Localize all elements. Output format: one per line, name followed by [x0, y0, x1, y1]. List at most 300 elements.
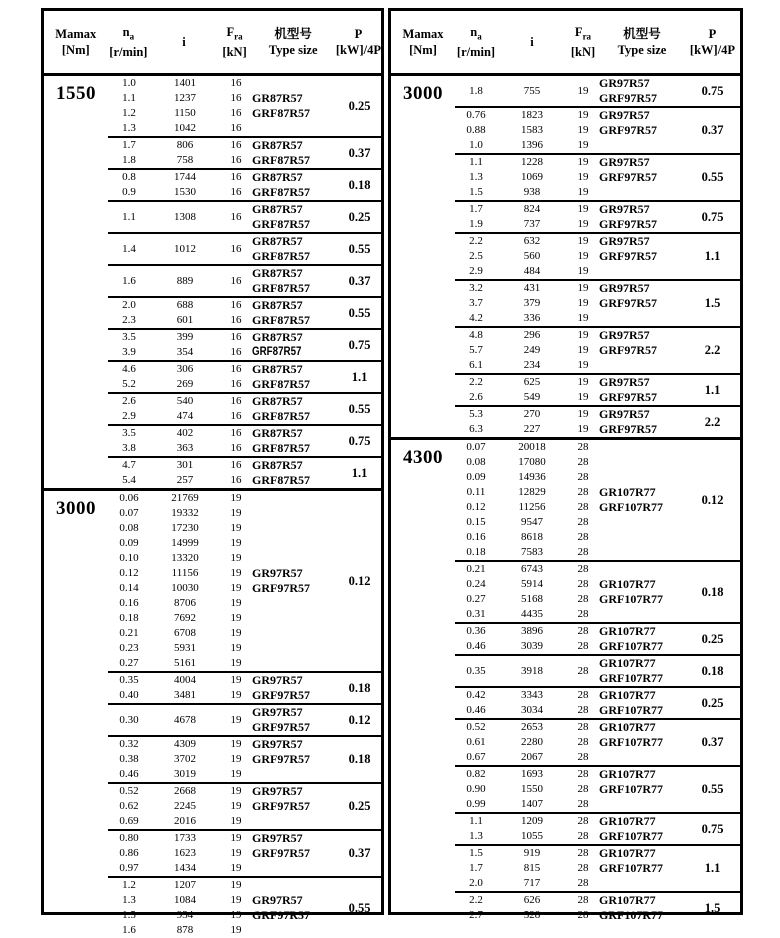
fra-value: 19 — [230, 713, 242, 726]
spec-row — [108, 458, 252, 473]
type-size — [252, 394, 338, 424]
fra-value: 19 — [577, 203, 589, 215]
p-value: 1.1 — [351, 369, 368, 384]
i-value: 878 — [176, 924, 194, 936]
type-name: GRF97R57 — [599, 422, 657, 436]
type-size — [599, 767, 685, 812]
spec-group — [108, 168, 381, 200]
type-name: GRF97R57 — [252, 752, 310, 766]
spec-row — [455, 767, 599, 782]
i-value: 5168 — [521, 593, 543, 605]
na-value: 1.7 — [469, 862, 483, 874]
spec-row — [108, 713, 252, 728]
spec-row — [108, 426, 252, 441]
p-cell — [685, 720, 740, 765]
type-name: GR97R57 — [599, 234, 650, 248]
type-name: GRF87R57 — [252, 377, 310, 391]
type-name: GR97R57 — [252, 673, 303, 687]
spec-group — [108, 424, 381, 456]
row-list — [108, 138, 252, 168]
p-value: 0.25 — [701, 631, 724, 646]
fra-value: 19 — [577, 171, 589, 183]
fra-value: 16 — [230, 346, 242, 358]
na-value: 0.9 — [122, 186, 136, 198]
fra-value: 19 — [230, 800, 242, 812]
i-value: 1733 — [174, 832, 196, 844]
p-value: 0.25 — [348, 799, 371, 813]
na-value: 1.5 — [469, 847, 483, 859]
fra-value: 19 — [577, 124, 589, 136]
header-label: Mamax — [402, 27, 444, 41]
row-list — [455, 407, 599, 437]
fra-value: 19 — [230, 832, 242, 844]
header-unit: Type size — [617, 43, 667, 57]
row-list — [455, 328, 599, 373]
fra-value: 16 — [230, 210, 242, 223]
type-size — [599, 688, 685, 718]
p-value: 0.37 — [701, 123, 724, 137]
type-size — [599, 375, 685, 405]
na-value: 5.3 — [469, 408, 483, 420]
i-value: 737 — [523, 218, 541, 230]
fra-value: 28 — [577, 471, 589, 483]
spec-row — [108, 641, 252, 656]
na-value: 3.9 — [122, 346, 136, 358]
fra-value: 19 — [577, 139, 589, 151]
spec-row — [455, 328, 599, 343]
header-unit: Type size — [268, 43, 318, 57]
i-value: 296 — [523, 329, 541, 341]
i-value: 3343 — [521, 689, 543, 701]
type-name: GRF87R57 — [252, 217, 310, 231]
header-label: 机型号 — [623, 27, 661, 41]
spec-row — [108, 170, 252, 185]
na-value: 0.61 — [466, 736, 486, 748]
spec-row — [455, 814, 599, 829]
p-value: 0.37 — [348, 273, 371, 288]
header-subscript: ra — [582, 31, 592, 42]
row-list — [455, 76, 599, 106]
type-name: GRF107R77 — [599, 735, 663, 749]
na-value: 1.6 — [122, 924, 136, 936]
group-list — [108, 491, 381, 938]
na-value: 0.10 — [119, 552, 139, 564]
spec-row — [108, 242, 252, 257]
spec-row — [108, 626, 252, 641]
i-value: 3039 — [521, 640, 543, 652]
type-name: GR87R57 — [252, 298, 303, 312]
p-cell — [685, 407, 740, 437]
na-value: 1.0 — [122, 77, 136, 89]
na-value: 1.3 — [122, 122, 136, 134]
na-value: 0.31 — [466, 608, 486, 620]
header-cell-p — [685, 11, 740, 73]
spec-group — [455, 326, 740, 373]
fra-value: 19 — [577, 423, 589, 435]
fra-value: 19 — [577, 250, 589, 262]
fra-value: 28 — [577, 441, 589, 453]
type-name: GRF87R57 — [252, 441, 310, 455]
type-name: GRF107R77 — [599, 592, 663, 606]
fra-value: 16 — [230, 427, 242, 439]
spec-group — [455, 76, 740, 106]
fra-value: 16 — [230, 378, 242, 390]
i-value: 3918 — [521, 664, 543, 677]
spec-row — [455, 123, 599, 138]
spec-group — [108, 876, 381, 938]
spec-row — [108, 611, 252, 626]
fra-value: 16 — [230, 107, 242, 119]
p-cell — [685, 893, 740, 923]
type-name: GRF107R77 — [599, 703, 663, 717]
spec-row — [455, 281, 599, 296]
i-value: 14936 — [518, 471, 546, 483]
na-value: 0.21 — [119, 627, 139, 639]
spec-group — [108, 829, 381, 876]
fra-value: 16 — [230, 186, 242, 198]
na-value: 1.1 — [469, 815, 483, 827]
spec-table-left — [41, 8, 384, 936]
fra-value: 19 — [577, 156, 589, 168]
fra-value: 19 — [230, 924, 242, 936]
header-unit: [kW]/4P — [335, 43, 381, 57]
fra-value: 19 — [230, 894, 242, 906]
p-value: 1.1 — [704, 861, 721, 875]
type-name: GR87R57 — [252, 330, 303, 344]
fra-value: 28 — [577, 736, 589, 748]
fra-value: 19 — [230, 738, 242, 750]
na-value: 0.97 — [119, 862, 139, 874]
row-list — [108, 170, 252, 200]
spec-row — [108, 752, 252, 767]
na-value: 1.1 — [469, 156, 483, 168]
header-subscript: ra — [234, 31, 243, 42]
table-body — [391, 76, 740, 923]
i-value: 9547 — [521, 516, 543, 528]
i-value: 1042 — [174, 122, 196, 134]
fra-value: 19 — [230, 909, 242, 921]
row-list — [455, 108, 599, 153]
row-list — [108, 234, 252, 264]
type-name: GR87R57 — [252, 362, 303, 376]
row-list — [455, 893, 599, 923]
i-value: 363 — [176, 442, 194, 454]
spec-row — [108, 737, 252, 752]
na-value: 1.0 — [469, 139, 483, 151]
row-list — [108, 266, 252, 296]
p-cell — [685, 767, 740, 812]
na-value: 2.6 — [122, 395, 136, 407]
fra-value: 19 — [577, 312, 589, 324]
header-cell-na — [455, 11, 497, 73]
i-value: 336 — [523, 312, 541, 324]
header-label: $n_a$ — [470, 24, 482, 42]
row-list — [108, 394, 252, 424]
i-value: 10030 — [171, 582, 199, 594]
spec-row — [108, 814, 252, 829]
header-unit: [r/min] — [109, 45, 148, 60]
table-body — [44, 76, 381, 938]
i-value: 1069 — [521, 171, 543, 183]
na-value: 0.90 — [466, 783, 486, 795]
fra-value: 28 — [577, 640, 589, 652]
spec-row — [108, 91, 252, 106]
spec-section — [44, 488, 381, 938]
type-size — [599, 108, 685, 153]
na-value: 0.27 — [119, 657, 139, 669]
spec-row — [108, 893, 252, 908]
type-name: GRF97R57 — [599, 217, 657, 231]
na-value: 0.12 — [466, 501, 486, 513]
type-name: GR107R77 — [599, 485, 656, 499]
fra-value: 16 — [230, 274, 242, 287]
type-name: GR107R77 — [599, 814, 656, 828]
spec-row — [455, 185, 599, 200]
type-name: GR107R77 — [599, 624, 656, 638]
p-value: 0.18 — [348, 752, 371, 766]
fra-value: 16 — [230, 442, 242, 454]
p-cell — [338, 330, 381, 360]
na-value: 0.06 — [119, 492, 139, 504]
fra-value: 28 — [577, 798, 589, 810]
spec-group — [108, 491, 381, 671]
row-list — [455, 440, 599, 560]
na-value: 0.40 — [119, 689, 139, 701]
header-unit: [Nm] — [409, 43, 437, 57]
type-name: GRF97R57 — [599, 91, 657, 105]
type-name: GRF97R57 — [599, 249, 657, 263]
fra-value: 19 — [230, 785, 242, 797]
type-size — [599, 440, 685, 560]
spec-section — [44, 76, 381, 488]
p-value: 0.55 — [348, 305, 371, 320]
na-value: 1.4 — [122, 242, 136, 255]
na-value: 0.30 — [119, 713, 139, 726]
spec-row — [108, 138, 252, 153]
spec-group — [455, 812, 740, 844]
p-value: 1.5 — [704, 296, 721, 310]
na-value: 0.67 — [466, 751, 486, 763]
p-cell — [338, 673, 381, 703]
header-label: $n_a$ — [122, 24, 135, 42]
spec-row — [455, 592, 599, 607]
group-list — [455, 440, 740, 923]
type-name: GRF97R57 — [599, 390, 657, 404]
header-cell-na — [108, 11, 150, 73]
fra-value: 19 — [230, 627, 242, 639]
type-size — [252, 234, 338, 264]
i-value: 1150 — [174, 107, 196, 119]
table-header — [391, 11, 740, 76]
type-name: GR97R57 — [252, 893, 303, 907]
na-value: 5.7 — [469, 344, 483, 356]
type-name: GR107R77 — [599, 688, 656, 702]
i-value: 5914 — [521, 578, 543, 590]
fra-value: 19 — [230, 689, 242, 701]
p-cell — [685, 155, 740, 200]
na-value: 1.8 — [122, 154, 136, 166]
na-value: 2.5 — [469, 250, 483, 262]
i-value: 11156 — [171, 567, 199, 579]
na-value: 0.46 — [119, 768, 139, 780]
type-size — [599, 155, 685, 200]
i-value: 17080 — [518, 456, 546, 468]
spec-row — [455, 217, 599, 232]
p-cell — [685, 688, 740, 718]
i-value: 4309 — [174, 738, 196, 750]
header-cell-type — [250, 11, 335, 73]
spec-group — [455, 405, 740, 437]
na-value: 0.24 — [466, 578, 486, 590]
na-value: 0.35 — [466, 664, 486, 677]
na-value: 1.3 — [122, 894, 136, 906]
fra-value: 28 — [577, 563, 589, 575]
fra-value: 19 — [577, 218, 589, 230]
spec-group — [455, 232, 740, 279]
spec-row — [455, 264, 599, 279]
na-value: 0.46 — [466, 640, 486, 652]
spec-row — [455, 343, 599, 358]
type-size — [252, 138, 338, 168]
row-list — [455, 624, 599, 654]
p-cell — [685, 76, 740, 106]
p-value: 0.12 — [348, 573, 371, 588]
type-size — [599, 76, 685, 106]
spec-row — [455, 358, 599, 373]
i-value: 19332 — [171, 507, 199, 519]
type-name: GR87R57 — [252, 202, 303, 216]
spec-row — [108, 551, 252, 566]
spec-row — [455, 296, 599, 311]
i-value: 20018 — [518, 441, 546, 453]
p-cell — [338, 202, 381, 232]
fra-value: 19 — [577, 297, 589, 309]
spec-row — [108, 767, 252, 782]
na-value: 0.52 — [119, 785, 139, 797]
p-value: 1.1 — [704, 382, 721, 397]
na-value: 3.2 — [469, 282, 483, 294]
spec-group — [108, 735, 381, 782]
header-unit: [r/min] — [456, 45, 496, 60]
fra-value: 16 — [230, 139, 242, 151]
spec-row — [108, 923, 252, 938]
i-value: 1744 — [174, 171, 196, 183]
spec-row — [455, 829, 599, 844]
type-name: GRF87R57 — [252, 409, 310, 423]
na-value: 2.2 — [469, 235, 483, 247]
row-list — [455, 688, 599, 718]
spec-row — [455, 407, 599, 422]
p-value: 0.25 — [348, 209, 371, 224]
na-value: 1.1 — [122, 92, 136, 104]
na-value: 0.07 — [119, 507, 139, 519]
mamax-value: 3000 — [56, 498, 96, 519]
type-size — [599, 893, 685, 923]
spec-row — [108, 799, 252, 814]
spec-row — [108, 409, 252, 424]
type-name: GR87R57 — [252, 138, 303, 152]
spec-row — [108, 76, 252, 91]
na-value: 0.80 — [119, 832, 139, 844]
type-name: GRF87R57 — [252, 313, 310, 327]
p-value: 0.55 — [701, 782, 724, 796]
spec-group — [455, 153, 740, 200]
na-value: 1.1 — [122, 210, 136, 223]
fra-value: 19 — [230, 815, 242, 827]
type-name: GRF97R57 — [599, 123, 657, 137]
fra-value: 28 — [577, 546, 589, 558]
na-value: 5.4 — [122, 474, 136, 486]
type-name: GRF97R57 — [252, 799, 310, 813]
type-name: GR87R57 — [252, 170, 303, 184]
type-size — [599, 624, 685, 654]
i-value: 2016 — [174, 815, 196, 827]
type-size — [599, 846, 685, 891]
p-value: 0.18 — [348, 680, 371, 695]
na-value: 0.99 — [466, 798, 486, 810]
p-cell — [338, 298, 381, 328]
fra-value: 28 — [577, 456, 589, 468]
i-value: 1055 — [521, 830, 543, 842]
fra-value: 28 — [577, 689, 589, 701]
row-list — [455, 656, 599, 686]
type-name: GRF97R57 — [599, 296, 657, 310]
spec-row — [455, 84, 599, 99]
i-value: 3481 — [174, 689, 196, 701]
p-value: 0.37 — [701, 735, 724, 749]
i-value: 806 — [176, 139, 194, 151]
type-name: GRF97R57 — [599, 343, 657, 357]
spec-row — [455, 607, 599, 622]
spec-row — [455, 530, 599, 545]
spec-row — [455, 624, 599, 639]
fra-value: 16 — [230, 77, 242, 89]
na-value: 3.8 — [122, 442, 136, 454]
na-value: 2.3 — [122, 314, 136, 326]
type-name: GR97R57 — [252, 737, 303, 751]
i-value: 6743 — [521, 563, 543, 575]
spec-row — [108, 313, 252, 328]
spec-row — [455, 639, 599, 654]
type-size — [599, 202, 685, 232]
p-cell — [685, 202, 740, 232]
fra-value: 19 — [230, 642, 242, 654]
spec-row — [455, 782, 599, 797]
spec-group — [108, 76, 381, 136]
i-value: 269 — [176, 378, 194, 390]
p-value: 0.18 — [348, 177, 371, 192]
spec-table-right — [388, 8, 743, 922]
header-label: Mamax — [55, 27, 97, 41]
header-label: P — [708, 27, 717, 41]
spec-row — [108, 846, 252, 861]
p-value: 0.12 — [701, 492, 724, 507]
na-value: 0.42 — [466, 689, 486, 701]
spec-row — [108, 362, 252, 377]
p-value: 1.1 — [351, 465, 368, 480]
type-size — [599, 234, 685, 279]
spec-row — [108, 566, 252, 581]
i-value: 4678 — [174, 713, 196, 726]
type-name: GR97R57 — [252, 566, 303, 580]
i-value: 306 — [176, 363, 194, 375]
fra-value: 19 — [230, 768, 242, 780]
type-size — [252, 878, 338, 938]
row-list — [108, 673, 252, 703]
i-value: 1434 — [174, 862, 196, 874]
p-value: 0.55 — [348, 401, 371, 416]
fra-value: 16 — [230, 171, 242, 183]
